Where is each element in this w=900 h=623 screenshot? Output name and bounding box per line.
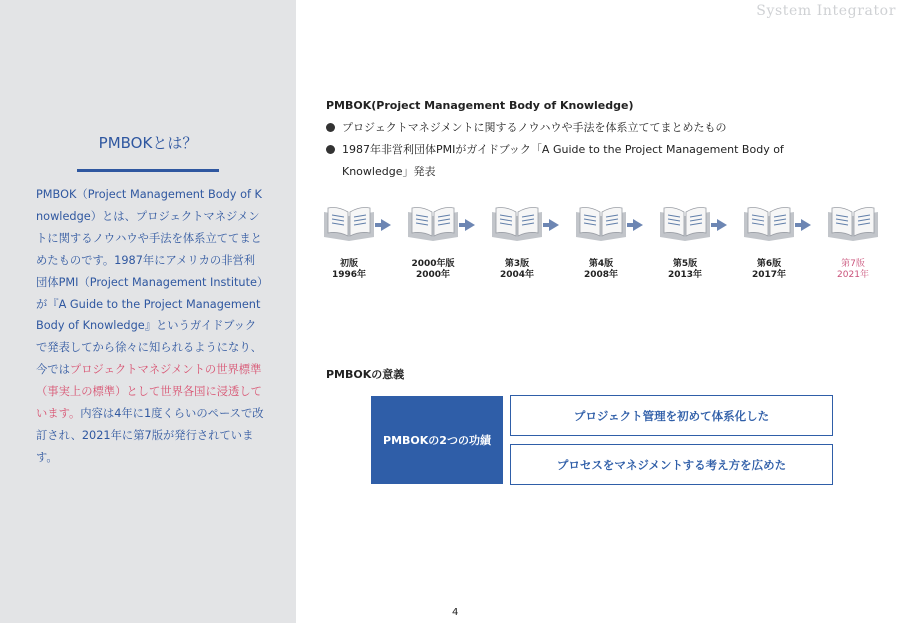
bullet-text: プロジェクトマネジメントに関するノウハウや手法を体系立ててまとめたもの	[342, 121, 727, 134]
timeline-edition: 第7版	[841, 259, 865, 269]
timeline-edition: 初版	[339, 259, 358, 269]
section-heading-pmbok: PMBOK(Project Management Body of Knowledge)	[326, 99, 634, 112]
timeline-edition: 第6版	[756, 259, 782, 269]
sidebar-title: PMBOKとは？	[98, 134, 198, 152]
timeline-edition: 2000年版	[411, 259, 455, 269]
timeline-item	[658, 203, 712, 280]
sidebar-title-underline	[77, 169, 219, 172]
bullet-text: 1987年非営利団体PMIがガイドブック「A Guide to the Project Management Body of Knowledge」発表	[342, 143, 784, 178]
sidebar-description-part2: 内容は4年に1度くらいのペースで改訂され、2021年に第7版が発行されています。	[36, 407, 264, 464]
timeline-year: 1996年	[331, 270, 367, 280]
edition-timeline	[322, 203, 882, 293]
brand-watermark: System Integrator	[756, 3, 896, 19]
section-heading-significance: PMBOKの意義	[326, 368, 405, 381]
sidebar-description	[36, 184, 264, 469]
timeline-year: 2017年	[751, 270, 787, 280]
timeline-edition: 第3版	[504, 259, 530, 269]
timeline-year: 2013年	[667, 270, 703, 280]
arrow-right-icon	[633, 219, 643, 231]
arrow-right-icon	[465, 219, 475, 231]
page-number: 4	[452, 607, 459, 618]
bullet-dot-icon	[326, 123, 335, 132]
timeline-year: 2004年	[499, 270, 535, 280]
timeline-item	[574, 203, 628, 280]
bullet-item	[326, 139, 846, 183]
timeline-year: 2021年	[837, 270, 869, 280]
timeline-item	[490, 203, 544, 280]
timeline-item	[322, 203, 376, 280]
timeline-year: 2008年	[583, 270, 619, 280]
arrow-right-icon	[717, 219, 727, 231]
open-book-icon	[658, 203, 712, 243]
sidebar-panel	[0, 0, 296, 623]
achievement-item: プロセスをマネジメントする考え方を広めた	[510, 444, 833, 485]
open-book-icon	[406, 203, 460, 243]
open-book-icon	[490, 203, 544, 243]
timeline-year: 2000年	[415, 270, 451, 280]
timeline-edition: 第5版	[672, 259, 698, 269]
sidebar-description-part1: PMBOK（Project Management Body of Knowledge）とは、プロジェクトマネジメントに関するノウハウや手法を体系立ててまとめたものです。1987年にアメリカの非営利団体PMI（Project Management Institute）が『A Guide to the Project Management Body of Knowledge』というガイドブックで発表してから徐々に知られるようになり、今では	[36, 188, 263, 377]
bullet-item	[326, 117, 846, 139]
timeline-edition: 第4版	[588, 259, 614, 269]
arrow-right-icon	[549, 219, 559, 231]
achievements-label-box: PMBOKの2つの功績	[371, 396, 503, 484]
arrow-right-icon	[381, 219, 391, 231]
open-book-icon	[826, 203, 880, 243]
sidebar-description-highlight: プロジェクトマネジメントの世界標準（事実上の標準）として世界各国に浸透しています。	[36, 363, 262, 421]
arrow-right-icon	[801, 219, 811, 231]
achievement-item: プロジェクト管理を初めて体系化した	[510, 395, 833, 436]
bullet-list	[326, 117, 846, 183]
open-book-icon	[574, 203, 628, 243]
bullet-dot-icon	[326, 145, 335, 154]
open-book-icon	[322, 203, 376, 243]
timeline-item	[742, 203, 796, 280]
timeline-item	[406, 203, 460, 280]
timeline-item-latest	[826, 203, 880, 280]
open-book-icon	[742, 203, 796, 243]
